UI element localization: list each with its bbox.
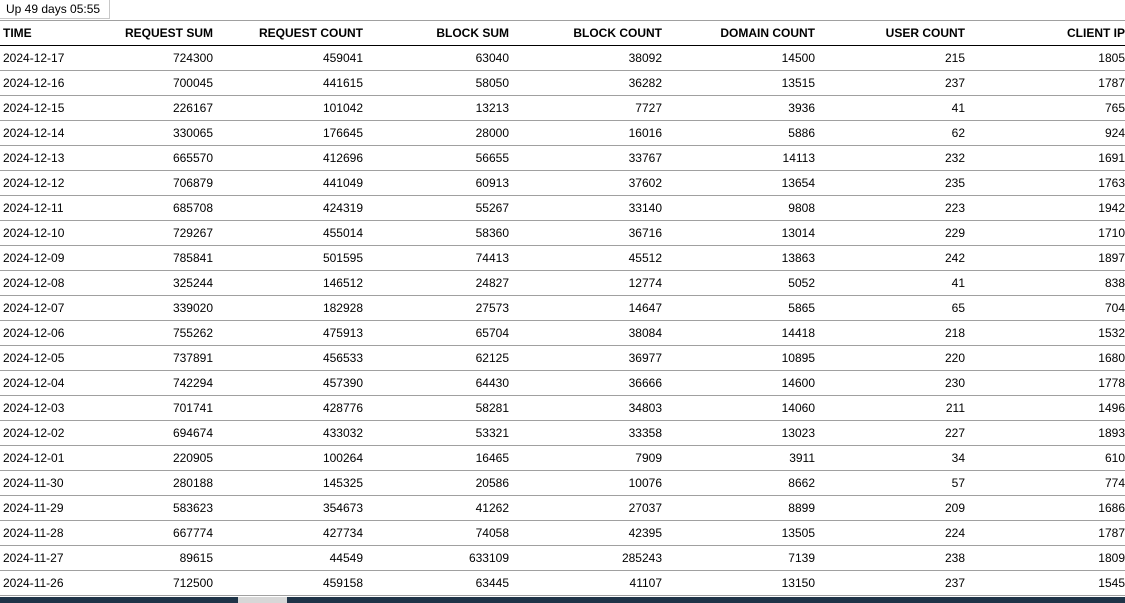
cell-request-sum: 325244 (105, 271, 213, 296)
cell-request-count: 433032 (213, 421, 363, 446)
cell-request-count: 427734 (213, 521, 363, 546)
cell-block-sum: 58281 (363, 396, 509, 421)
cell-request-count: 457390 (213, 371, 363, 396)
table-row (0, 471, 1125, 496)
cell-block-sum: 28000 (363, 121, 509, 146)
table-row (0, 446, 1125, 471)
table-row (0, 346, 1125, 371)
cell-time: 2024-12-05 (0, 346, 105, 371)
cell-block-count: 36977 (509, 346, 662, 371)
table-row (0, 71, 1125, 96)
cell-client-ip: 1809 (965, 546, 1125, 571)
cell-block-sum: 63040 (363, 46, 509, 71)
table-row (0, 246, 1125, 271)
cell-user-count: 227 (815, 421, 965, 446)
cell-block-count: 16016 (509, 121, 662, 146)
cell-request-sum: 226167 (105, 96, 213, 121)
cell-user-count: 211 (815, 396, 965, 421)
cell-time: 2024-11-29 (0, 496, 105, 521)
cell-request-count: 456533 (213, 346, 363, 371)
cell-block-count: 33140 (509, 196, 662, 221)
cell-client-ip: 1686 (965, 496, 1125, 521)
cell-request-count: 100264 (213, 446, 363, 471)
table-row (0, 371, 1125, 396)
cell-client-ip: 1893 (965, 421, 1125, 446)
cell-request-sum: 89615 (105, 546, 213, 571)
column-header-request-count[interactable]: REQUEST COUNT (213, 21, 363, 46)
cell-domain-count: 13014 (662, 221, 815, 246)
cell-request-sum: 694674 (105, 421, 213, 446)
cell-user-count: 232 (815, 146, 965, 171)
cell-time: 2024-11-27 (0, 546, 105, 571)
cell-block-count: 12774 (509, 271, 662, 296)
cell-client-ip: 765 (965, 96, 1125, 121)
cell-time: 2024-12-17 (0, 46, 105, 71)
cell-client-ip: 1787 (965, 521, 1125, 546)
cell-client-ip: 1691 (965, 146, 1125, 171)
cell-client-ip: 838 (965, 271, 1125, 296)
cell-block-sum: 41262 (363, 496, 509, 521)
cell-domain-count: 13023 (662, 421, 815, 446)
cell-block-count: 7727 (509, 96, 662, 121)
cell-time: 2024-12-02 (0, 421, 105, 446)
cell-time: 2024-12-03 (0, 396, 105, 421)
cell-client-ip: 1545 (965, 571, 1125, 596)
cell-user-count: 220 (815, 346, 965, 371)
cell-user-count: 242 (815, 246, 965, 271)
header-row (0, 21, 1125, 46)
cell-domain-count: 14600 (662, 371, 815, 396)
cell-domain-count: 14418 (662, 321, 815, 346)
column-header-request-sum[interactable]: REQUEST SUM (105, 21, 213, 46)
cell-time: 2024-11-28 (0, 521, 105, 546)
cell-client-ip: 1942 (965, 196, 1125, 221)
cell-request-sum: 737891 (105, 346, 213, 371)
cell-client-ip: 774 (965, 471, 1125, 496)
cell-user-count: 237 (815, 71, 965, 96)
cell-request-sum: 280188 (105, 471, 213, 496)
cell-block-count: 33358 (509, 421, 662, 446)
table-row (0, 421, 1125, 446)
cell-request-sum: 742294 (105, 371, 213, 396)
cell-block-sum: 63445 (363, 571, 509, 596)
table-row (0, 571, 1125, 596)
cell-block-sum: 74058 (363, 521, 509, 546)
cell-request-sum: 700045 (105, 71, 213, 96)
cell-time: 2024-11-26 (0, 571, 105, 596)
bottom-scrollbar[interactable] (0, 597, 1125, 603)
cell-block-sum: 55267 (363, 196, 509, 221)
cell-time: 2024-12-15 (0, 96, 105, 121)
cell-time: 2024-12-14 (0, 121, 105, 146)
cell-request-count: 428776 (213, 396, 363, 421)
table-row (0, 121, 1125, 146)
cell-domain-count: 13515 (662, 71, 815, 96)
cell-request-count: 44549 (213, 546, 363, 571)
cell-block-count: 7909 (509, 446, 662, 471)
uptime-status: Up 49 days 05:55 (0, 0, 110, 19)
cell-time: 2024-12-07 (0, 296, 105, 321)
cell-block-sum: 16465 (363, 446, 509, 471)
column-header-user-count[interactable]: USER COUNT (815, 21, 965, 46)
cell-domain-count: 13863 (662, 246, 815, 271)
table-body (0, 46, 1125, 596)
cell-block-sum: 62125 (363, 346, 509, 371)
cell-time: 2024-12-04 (0, 371, 105, 396)
cell-block-sum: 20586 (363, 471, 509, 496)
cell-domain-count: 9808 (662, 196, 815, 221)
table-row (0, 321, 1125, 346)
cell-client-ip: 1680 (965, 346, 1125, 371)
cell-request-count: 354673 (213, 496, 363, 521)
cell-block-count: 33767 (509, 146, 662, 171)
table-row (0, 296, 1125, 321)
cell-domain-count: 14113 (662, 146, 815, 171)
scrollbar-segment (287, 597, 1125, 603)
cell-client-ip: 1787 (965, 71, 1125, 96)
cell-block-count: 36716 (509, 221, 662, 246)
cell-request-sum: 330065 (105, 121, 213, 146)
cell-block-count: 27037 (509, 496, 662, 521)
cell-domain-count: 13505 (662, 521, 815, 546)
cell-block-count: 38084 (509, 321, 662, 346)
cell-request-sum: 706879 (105, 171, 213, 196)
cell-time: 2024-12-16 (0, 71, 105, 96)
cell-request-sum: 583623 (105, 496, 213, 521)
column-header-block-sum[interactable]: BLOCK SUM (363, 21, 509, 46)
cell-user-count: 57 (815, 471, 965, 496)
scrollbar-segment (0, 597, 238, 603)
cell-request-sum: 220905 (105, 446, 213, 471)
cell-block-sum: 58050 (363, 71, 509, 96)
cell-user-count: 65 (815, 296, 965, 321)
cell-user-count: 238 (815, 546, 965, 571)
cell-request-count: 441615 (213, 71, 363, 96)
table-row (0, 396, 1125, 421)
cell-request-sum: 339020 (105, 296, 213, 321)
table-row (0, 46, 1125, 71)
cell-domain-count: 5052 (662, 271, 815, 296)
cell-user-count: 224 (815, 521, 965, 546)
cell-block-count: 285243 (509, 546, 662, 571)
cell-request-sum: 729267 (105, 221, 213, 246)
cell-user-count: 41 (815, 271, 965, 296)
cell-request-sum: 785841 (105, 246, 213, 271)
table-row (0, 521, 1125, 546)
cell-domain-count: 8899 (662, 496, 815, 521)
cell-request-sum: 667774 (105, 521, 213, 546)
cell-request-sum: 755262 (105, 321, 213, 346)
cell-domain-count: 13150 (662, 571, 815, 596)
cell-client-ip: 1496 (965, 396, 1125, 421)
cell-time: 2024-12-08 (0, 271, 105, 296)
cell-request-sum: 685708 (105, 196, 213, 221)
column-header-block-count[interactable]: BLOCK COUNT (509, 21, 662, 46)
cell-client-ip: 924 (965, 121, 1125, 146)
cell-time: 2024-12-06 (0, 321, 105, 346)
cell-client-ip: 1805 (965, 46, 1125, 71)
cell-domain-count: 7139 (662, 546, 815, 571)
cell-block-count: 41107 (509, 571, 662, 596)
table-row (0, 271, 1125, 296)
cell-block-sum: 53321 (363, 421, 509, 446)
cell-user-count: 223 (815, 196, 965, 221)
cell-user-count: 62 (815, 121, 965, 146)
cell-client-ip: 1763 (965, 171, 1125, 196)
cell-block-count: 38092 (509, 46, 662, 71)
cell-domain-count: 8662 (662, 471, 815, 496)
cell-user-count: 235 (815, 171, 965, 196)
cell-time: 2024-12-01 (0, 446, 105, 471)
stats-table (0, 20, 1125, 596)
cell-request-count: 412696 (213, 146, 363, 171)
cell-block-count: 10076 (509, 471, 662, 496)
cell-client-ip: 1710 (965, 221, 1125, 246)
cell-request-count: 441049 (213, 171, 363, 196)
cell-request-count: 501595 (213, 246, 363, 271)
table-row (0, 221, 1125, 246)
cell-request-count: 424319 (213, 196, 363, 221)
cell-request-count: 459041 (213, 46, 363, 71)
cell-request-sum: 701741 (105, 396, 213, 421)
cell-user-count: 215 (815, 46, 965, 71)
table-row (0, 146, 1125, 171)
cell-block-sum: 56655 (363, 146, 509, 171)
cell-request-count: 455014 (213, 221, 363, 246)
cell-domain-count: 14060 (662, 396, 815, 421)
cell-client-ip: 1897 (965, 246, 1125, 271)
cell-request-count: 475913 (213, 321, 363, 346)
cell-block-count: 37602 (509, 171, 662, 196)
cell-block-count: 45512 (509, 246, 662, 271)
cell-user-count: 41 (815, 96, 965, 121)
cell-domain-count: 3936 (662, 96, 815, 121)
cell-time: 2024-12-11 (0, 196, 105, 221)
cell-block-sum: 64430 (363, 371, 509, 396)
cell-user-count: 230 (815, 371, 965, 396)
cell-block-sum: 24827 (363, 271, 509, 296)
column-header-domain-count[interactable]: DOMAIN COUNT (662, 21, 815, 46)
cell-time: 2024-12-12 (0, 171, 105, 196)
cell-domain-count: 5886 (662, 121, 815, 146)
cell-user-count: 209 (815, 496, 965, 521)
cell-request-count: 182928 (213, 296, 363, 321)
cell-block-sum: 58360 (363, 221, 509, 246)
cell-block-count: 36282 (509, 71, 662, 96)
cell-domain-count: 10895 (662, 346, 815, 371)
cell-block-count: 42395 (509, 521, 662, 546)
cell-block-count: 14647 (509, 296, 662, 321)
cell-request-sum: 712500 (105, 571, 213, 596)
cell-block-sum: 74413 (363, 246, 509, 271)
cell-time: 2024-12-09 (0, 246, 105, 271)
cell-request-count: 101042 (213, 96, 363, 121)
cell-client-ip: 610 (965, 446, 1125, 471)
column-header-client-ip[interactable]: CLIENT IP (965, 21, 1125, 46)
cell-domain-count: 3911 (662, 446, 815, 471)
cell-time: 2024-12-13 (0, 146, 105, 171)
cell-block-sum: 633109 (363, 546, 509, 571)
table-row (0, 546, 1125, 571)
cell-request-count: 146512 (213, 271, 363, 296)
cell-domain-count: 5865 (662, 296, 815, 321)
cell-block-count: 34803 (509, 396, 662, 421)
cell-request-sum: 665570 (105, 146, 213, 171)
cell-client-ip: 1532 (965, 321, 1125, 346)
table-row (0, 96, 1125, 121)
cell-user-count: 34 (815, 446, 965, 471)
cell-block-sum: 65704 (363, 321, 509, 346)
column-header-time[interactable]: TIME (0, 21, 105, 46)
table-row (0, 171, 1125, 196)
cell-domain-count: 14500 (662, 46, 815, 71)
cell-request-sum: 724300 (105, 46, 213, 71)
cell-block-sum: 60913 (363, 171, 509, 196)
cell-request-count: 145325 (213, 471, 363, 496)
cell-block-sum: 27573 (363, 296, 509, 321)
cell-block-count: 36666 (509, 371, 662, 396)
cell-block-sum: 13213 (363, 96, 509, 121)
cell-client-ip: 1778 (965, 371, 1125, 396)
cell-time: 2024-12-10 (0, 221, 105, 246)
table-row (0, 496, 1125, 521)
cell-user-count: 237 (815, 571, 965, 596)
cell-request-count: 459158 (213, 571, 363, 596)
cell-time: 2024-11-30 (0, 471, 105, 496)
cell-client-ip: 704 (965, 296, 1125, 321)
cell-request-count: 176645 (213, 121, 363, 146)
table-row (0, 196, 1125, 221)
cell-user-count: 229 (815, 221, 965, 246)
cell-user-count: 218 (815, 321, 965, 346)
cell-domain-count: 13654 (662, 171, 815, 196)
